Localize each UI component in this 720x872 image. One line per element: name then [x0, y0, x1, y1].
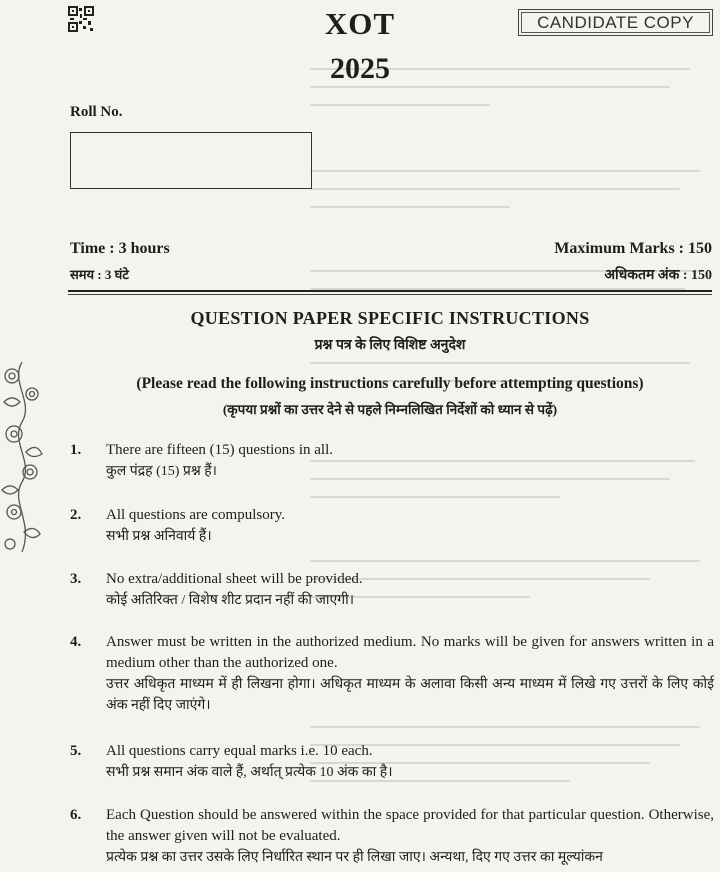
item-number: 4. — [70, 634, 82, 650]
item-text-en: No extra/additional sheet will be provided. — [106, 571, 363, 587]
item-text-hi: कुल पंद्रह (15) प्रश्न हैं। — [106, 464, 217, 479]
item-text-en: All questions carry equal marks i.e. 10 each. — [106, 743, 373, 759]
instruction-item — [70, 632, 714, 716]
max-marks-hi: अधिकतम अंक : 150 — [604, 268, 712, 283]
candidate-copy-stamp: CANDIDATE COPY — [518, 9, 713, 36]
item-number: 6. — [70, 807, 82, 823]
item-number: 3. — [70, 571, 82, 587]
item-text-en: Each Question should be answered within the space provided for that particular question. Otherwise, the answer given will not be evaluated. — [106, 807, 714, 844]
item-text-hi: सभी प्रश्न अनिवार्य हैं। — [106, 529, 212, 544]
item-text-en: Answer must be written in the authorized medium. No marks will be given for answers written in a medium other than the authorized one. — [106, 634, 714, 671]
item-text-hi: प्रत्येक प्रश्न का उत्तर उसके लिए निर्धारित स्थान पर ही लिखा जाए। अन्यथा, दिए गए उत्तर का मूल्यांकन — [106, 850, 603, 865]
instructions-title-en: QUESTION PAPER SPECIFIC INSTRUCTIONS — [190, 308, 590, 328]
divider-bottom — [68, 294, 712, 295]
roll-number-box[interactable] — [70, 132, 312, 189]
item-number: 2. — [70, 507, 82, 523]
item-text-en: All questions are compulsory. — [106, 507, 285, 523]
item-number: 1. — [70, 442, 82, 458]
instructions-note-hi: (कृपया प्रश्नों का उत्तर देने से पहले निम्नलिखित निर्देशों को ध्यान से पढ़ें) — [222, 402, 558, 417]
divider-top — [68, 290, 712, 292]
instructions-title-hi: प्रश्न पत्र के लिए विशिष्ट अनुदेश — [314, 338, 466, 353]
instruction-item — [70, 569, 714, 611]
roll-number-label: Roll No. — [70, 104, 123, 120]
paper-code: XOT — [324, 6, 396, 41]
instruction-item — [70, 741, 714, 783]
item-text-hi: सभी प्रश्न समान अंक वाले हैं, अर्थात् प्रत्येक 10 अंक का है। — [106, 765, 393, 780]
item-text-hi: कोई अतिरिक्त / विशेष शीट प्रदान नहीं की जाएगी। — [106, 593, 355, 608]
instructions-note-en: (Please read the following instructions carefully before attempting questions) — [136, 375, 644, 392]
item-number: 5. — [70, 743, 82, 759]
paper-year: 2025 — [330, 52, 390, 85]
instruction-item — [70, 805, 714, 868]
time-label-en: Time : 3 hours — [70, 240, 170, 257]
time-label-hi: समय : 3 घंटे — [70, 267, 129, 282]
item-text-hi: उत्तर अधिकृत माध्यम में ही लिखना होगा। अधिकृत माध्यम के अलावा किसी अन्य माध्यम में लिखे गए उत्तरों के लिए कोई अंक नहीं दिए जाएंगे। — [106, 677, 714, 713]
item-text-en: There are fifteen (15) questions in all. — [106, 442, 333, 458]
floral-border-icon — [0, 362, 44, 552]
instruction-item — [70, 505, 714, 547]
instruction-item — [70, 440, 714, 482]
max-marks-en: Maximum Marks : 150 — [554, 240, 712, 257]
